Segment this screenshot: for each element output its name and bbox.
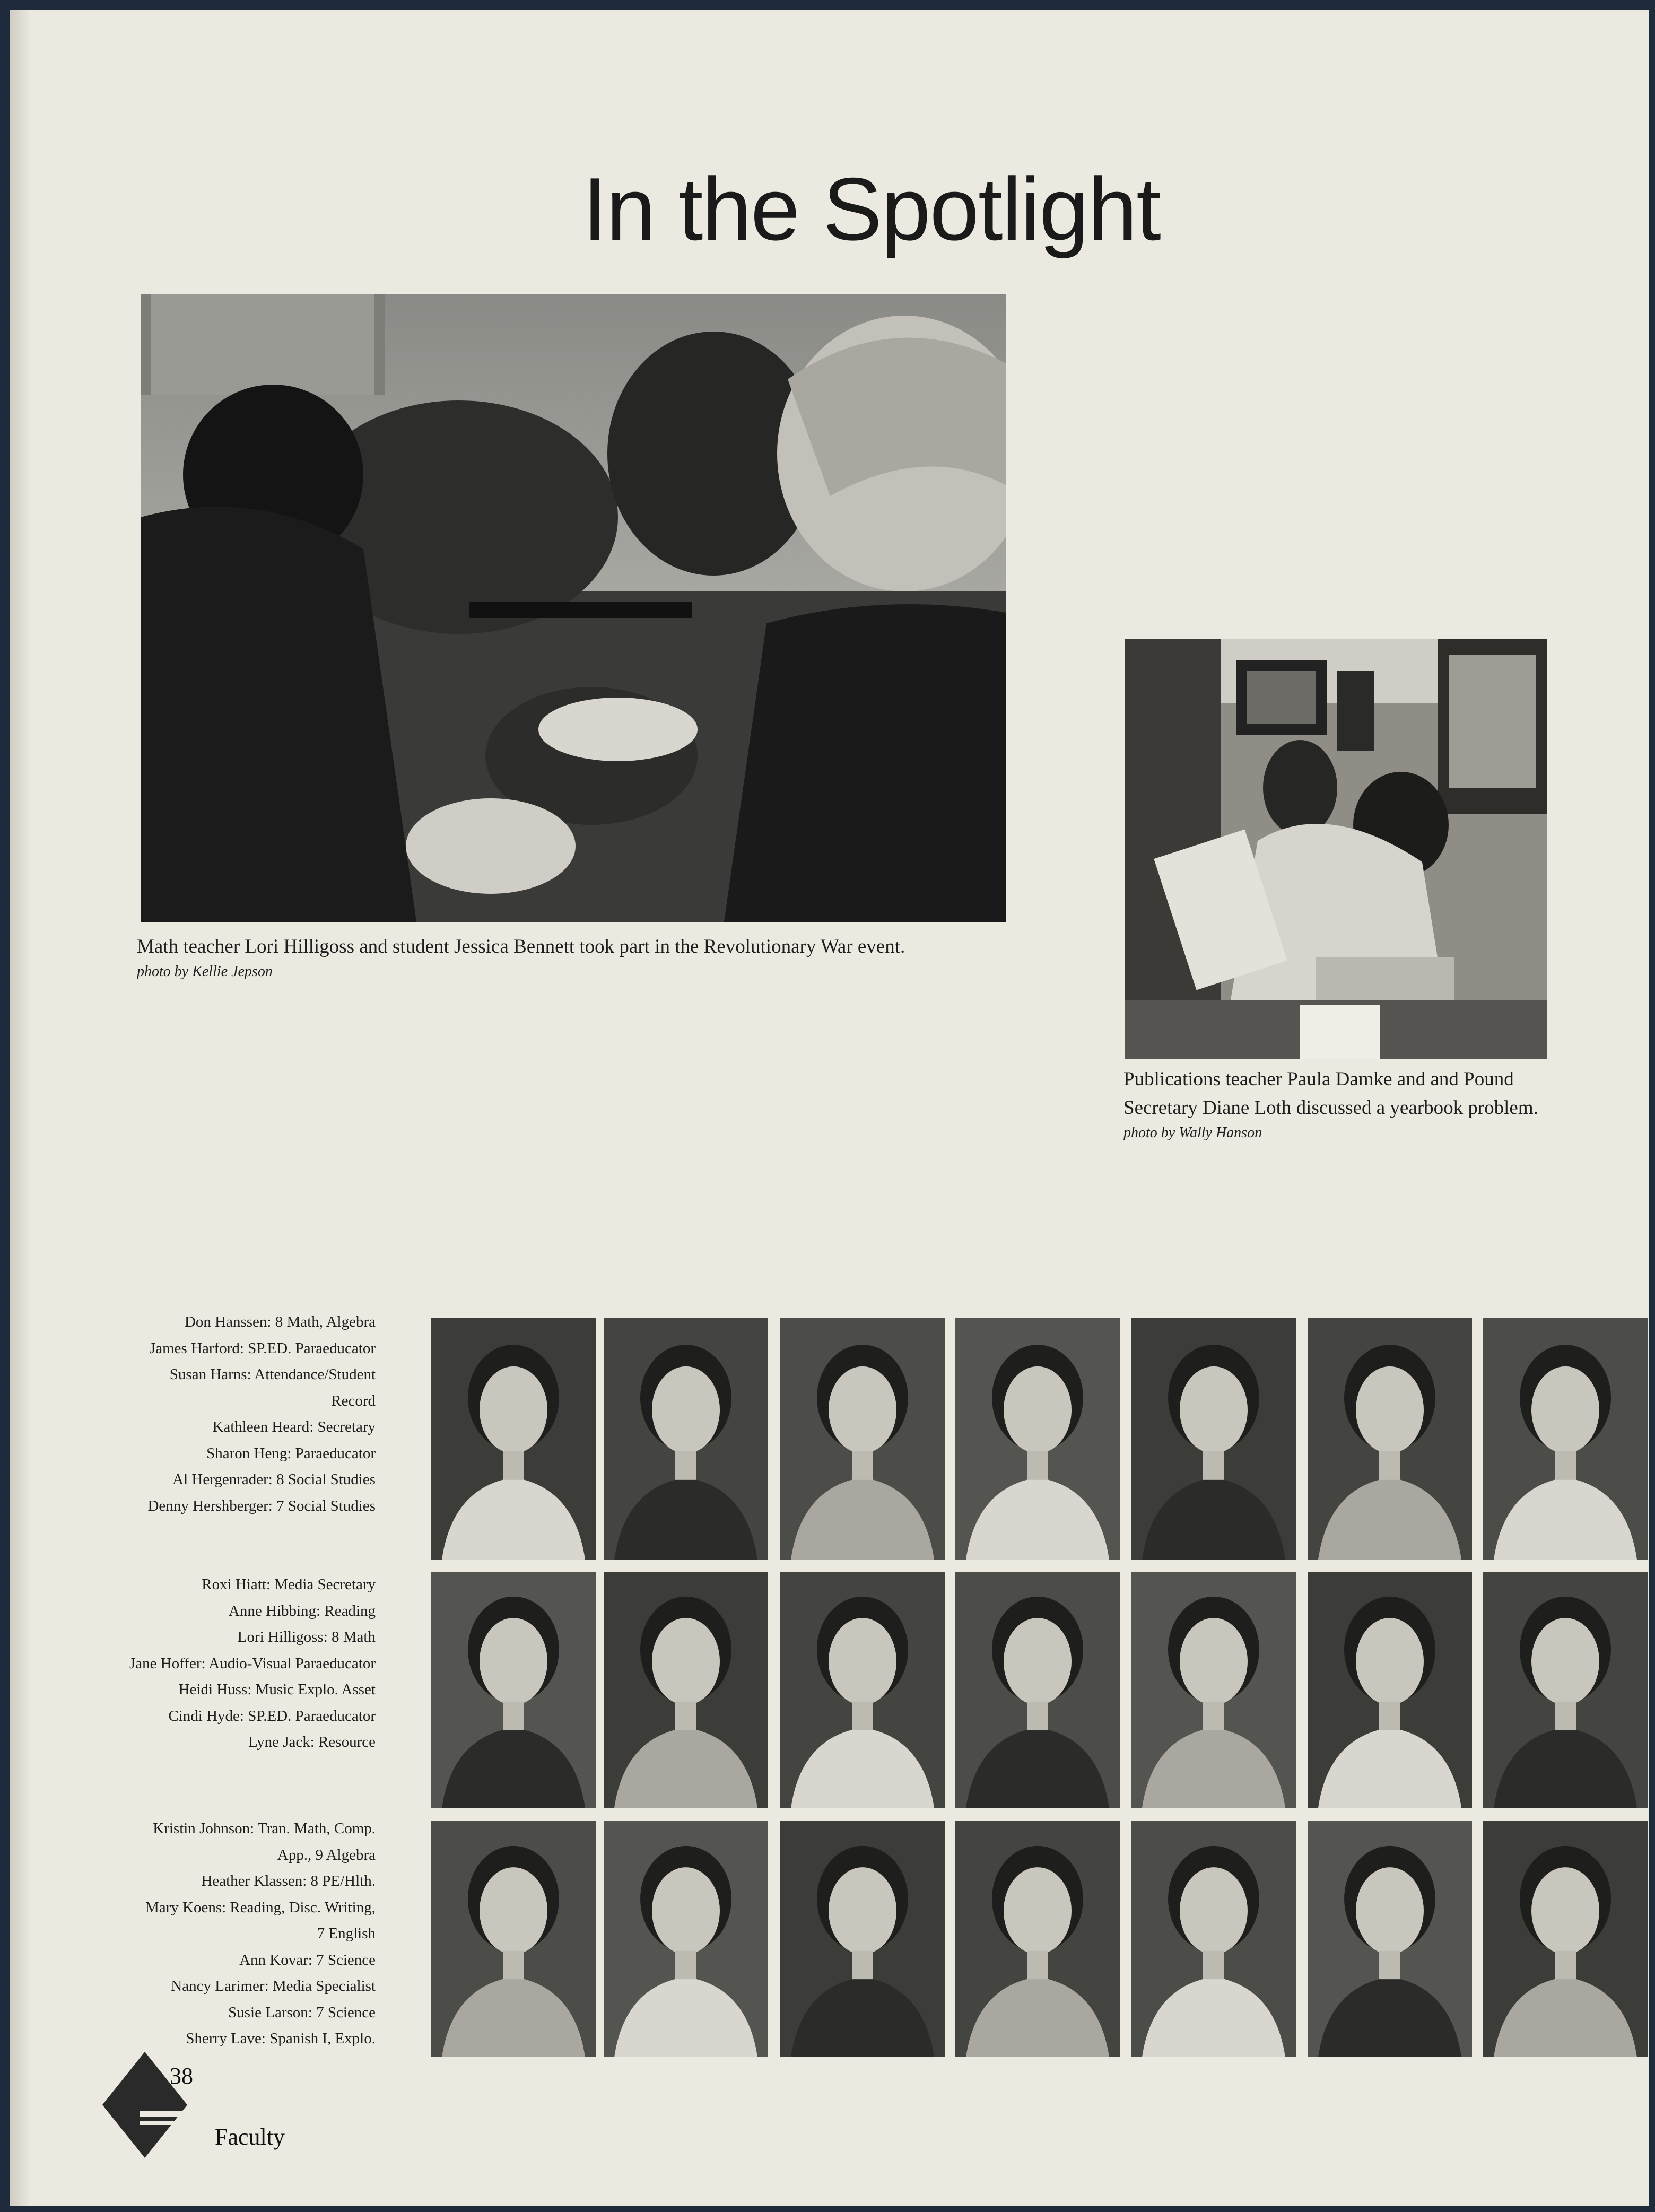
name-entry: 7 English (317, 1925, 376, 1942)
faculty-portrait (955, 1572, 1120, 1808)
faculty-portrait (604, 1572, 768, 1808)
main-caption-text: Math teacher Lori Hilligoss and student Jessica Bennett took part in the Revolutionary War event. (137, 936, 905, 957)
main-photo-credit: photo by Kellie Jepson (137, 963, 273, 980)
faculty-portrait (1131, 1821, 1296, 2057)
name-entry: Roxi Hiatt: Media Secretary (202, 1576, 376, 1593)
name-entry: Denny Hershberger: 7 Social Studies (147, 1497, 376, 1514)
name-entry: Lori Hilligoss: 8 Math (237, 1628, 376, 1645)
name-entry: Susie Larson: 7 Science (228, 2004, 376, 2021)
name-entry: James Harford: SP.ED. Paraeducator (149, 1339, 376, 1357)
name-entry: App., 9 Algebra (277, 1846, 376, 1863)
faculty-portrait (1308, 1821, 1472, 2057)
faculty-portrait (1308, 1572, 1472, 1808)
faculty-portrait (955, 1318, 1120, 1560)
faculty-portrait (780, 1318, 945, 1560)
faculty-portrait (604, 1318, 768, 1560)
page-number: 38 (170, 2063, 193, 2089)
name-list-row-1 (73, 1309, 376, 1519)
name-entry: Ann Kovar: 7 Science (239, 1951, 376, 1969)
faculty-portrait (431, 1572, 596, 1808)
name-entry: Kathleen Heard: Secretary (212, 1418, 376, 1435)
faculty-portrait (431, 1821, 596, 2057)
page-title: In the Spotlight (582, 159, 1160, 259)
name-entry: Susan Harns: Attendance/Student (169, 1366, 376, 1383)
faculty-portrait (780, 1821, 945, 2057)
name-entry: Record (331, 1392, 376, 1409)
name-list-row-3 (73, 1816, 376, 2052)
name-entry: Al Hergenrader: 8 Social Studies (172, 1471, 376, 1488)
faculty-portrait (1483, 1572, 1648, 1808)
faculty-portrait (431, 1318, 596, 1560)
faculty-portrait (955, 1821, 1120, 2057)
page-gutter (10, 10, 31, 2206)
name-entry: Heidi Huss: Music Explo. Asset (178, 1681, 376, 1698)
main-photo (141, 294, 1006, 922)
faculty-portrait (1308, 1318, 1472, 1560)
section-label: Faculty (215, 2124, 285, 2150)
yearbook-page (10, 10, 1649, 2206)
name-entry: Jane Hoffer: Audio-Visual Paraeducator (129, 1654, 376, 1672)
secondary-photo-caption (1123, 1065, 1548, 1144)
name-entry: Heather Klassen: 8 PE/Hlth. (201, 1873, 376, 1889)
name-entry: Lyne Jack: Resource (248, 1734, 376, 1751)
name-entry: Nancy Larimer: Media Specialist (171, 1978, 376, 1995)
portrait-grid (421, 1312, 1649, 2065)
faculty-portrait (1483, 1318, 1648, 1560)
name-entry: Sherry Lave: Spanish I, Explo. (186, 2030, 376, 2047)
name-entry: Mary Koens: Reading, Disc. Writing, (145, 1899, 376, 1916)
name-entry: Cindi Hyde: SP.ED. Paraeducator (168, 1707, 376, 1725)
faculty-portrait (1131, 1572, 1296, 1808)
faculty-portrait (1483, 1821, 1648, 2057)
faculty-portrait (780, 1572, 945, 1808)
main-photo-caption (137, 933, 1007, 982)
faculty-portrait (1131, 1318, 1296, 1560)
name-entry: Kristin Johnson: Tran. Math, Comp. (153, 1820, 376, 1837)
secondary-photo (1125, 639, 1547, 1059)
name-list-row-2 (73, 1572, 376, 1756)
secondary-photo-credit: photo by Wally Hanson (1123, 1125, 1262, 1141)
name-entry: Anne Hibbing: Reading (228, 1602, 376, 1619)
secondary-caption-text: Publications teacher Paula Damke and and Pound Secretary Diane Loth discussed a yearbook problem. (1123, 1068, 1538, 1119)
faculty-portrait (604, 1821, 768, 2057)
name-entry: Sharon Heng: Paraeducator (206, 1444, 376, 1462)
name-entry: Don Hanssen: 8 Math, Algebra (184, 1313, 376, 1330)
